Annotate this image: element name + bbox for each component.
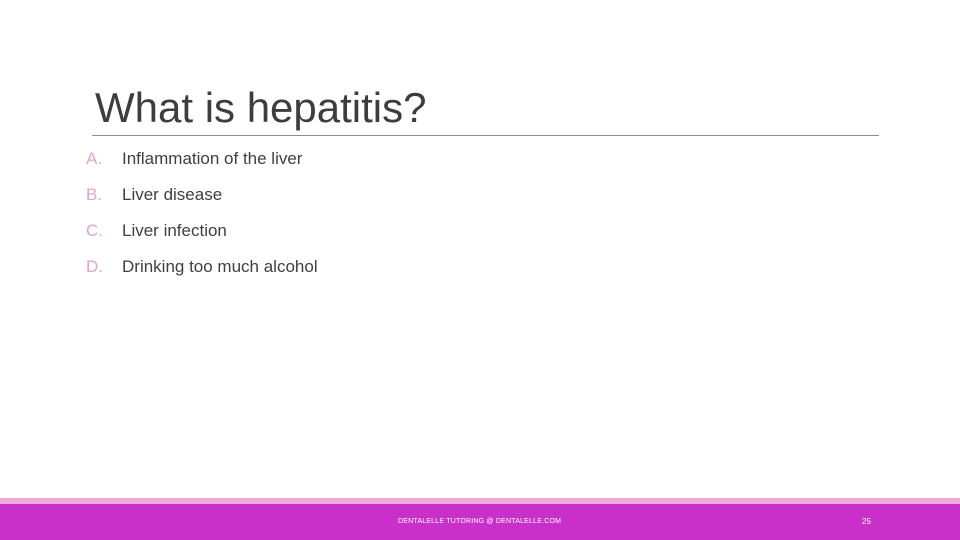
title-divider: [92, 135, 879, 136]
option-letter: B.: [86, 185, 103, 204]
footer-text: DENTALELLE TUTORING @ DENTALELLE.COM: [398, 518, 562, 525]
answer-option-a: [86, 146, 318, 172]
option-text: Liver disease: [122, 185, 223, 204]
option-letter: D.: [86, 257, 103, 276]
option-letter: A.: [86, 149, 103, 168]
option-text: Drinking too much alcohol: [122, 257, 318, 276]
option-text: Liver infection: [122, 221, 227, 240]
option-text: Inflammation of the liver: [122, 149, 303, 168]
answer-option-d: [86, 254, 318, 280]
answer-option-c: [86, 218, 318, 244]
option-letter: C.: [86, 221, 103, 240]
answer-option-b: [86, 182, 318, 208]
slide-title: What is hepatitis?: [95, 84, 427, 131]
page-number: 25: [862, 517, 871, 526]
answer-options-list: [86, 146, 318, 290]
